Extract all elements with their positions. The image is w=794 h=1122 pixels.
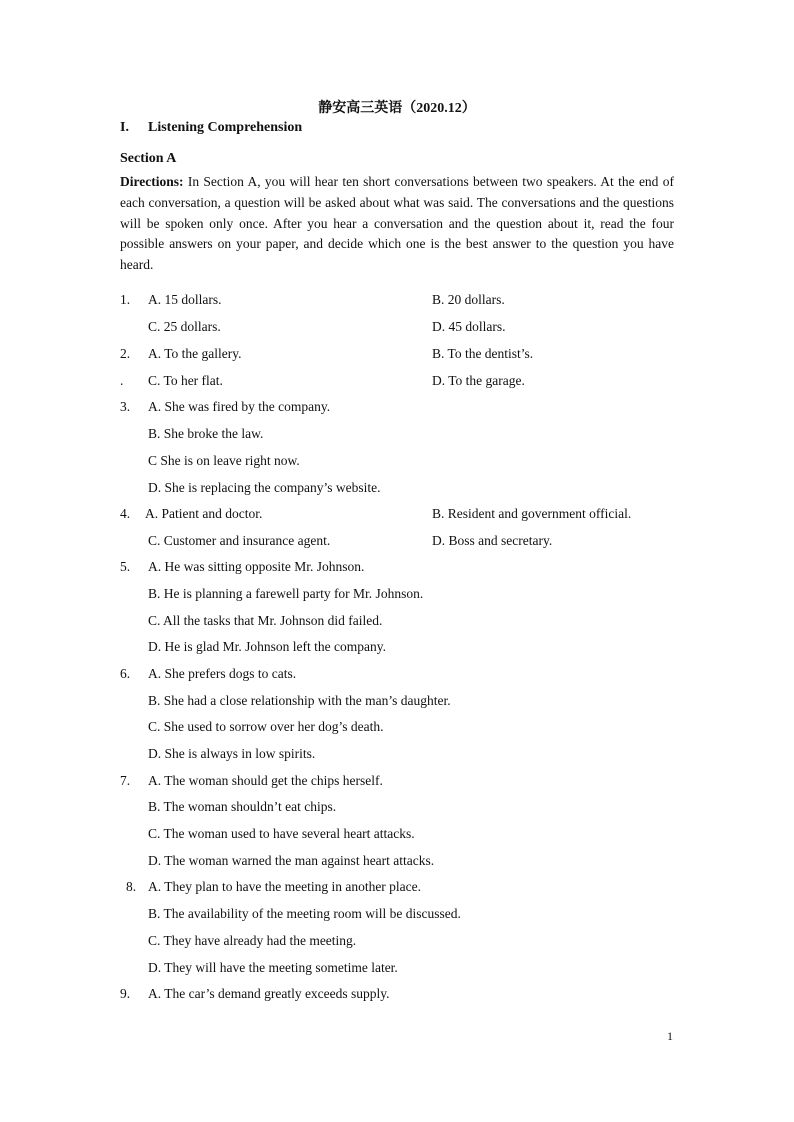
option-d: D. Boss and secretary. <box>432 533 553 548</box>
question-number: 8. <box>126 879 137 894</box>
option-d: D. To the garage. <box>432 373 525 388</box>
option-c: C. They have already had the meeting. <box>148 933 357 948</box>
option-d: D. She is replacing the company’s website. <box>148 480 381 495</box>
part-heading <box>120 120 302 136</box>
part-number: I. <box>120 120 129 135</box>
option-a: A. She prefers dogs to cats. <box>148 666 297 681</box>
option-b: B. The availability of the meeting room will be discussed. <box>148 906 461 921</box>
question-number: 2. <box>120 346 131 361</box>
option-a: A. 15 dollars. <box>148 292 222 307</box>
question-number: 5. <box>120 559 131 574</box>
directions-text: In Section A, you will hear ten short conversations between two speakers. At the end of each conversation, a question will be asked about what was said. The conversations and the questions will be spoken only once. After you hear a conversation and the question about it, read the four possible answers on your paper, and decide which one is the best answer to the question you have heard. <box>120 174 674 273</box>
option-d: D. She is always in low spirits. <box>148 746 316 761</box>
option-a: A. The car’s demand greatly exceeds supply. <box>148 986 390 1001</box>
option-d: D. He is glad Mr. Johnson left the company. <box>148 639 386 654</box>
option-a: A. He was sitting opposite Mr. Johnson. <box>148 559 365 574</box>
part-label: Listening Comprehension <box>148 120 303 135</box>
option-c: C. To her flat. <box>148 373 223 388</box>
question-number: 7. <box>120 773 131 788</box>
option-b: B. Resident and government official. <box>432 506 632 521</box>
option-b: B. 20 dollars. <box>432 292 505 307</box>
stray-mark: . <box>120 373 124 388</box>
option-c: C She is on leave right now. <box>148 453 300 468</box>
question-number: 3. <box>120 399 131 414</box>
option-c: C. 25 dollars. <box>148 319 221 334</box>
option-c: C. She used to sorrow over her dog’s death. <box>148 719 384 734</box>
option-d: D. They will have the meeting sometime later. <box>148 960 398 975</box>
question-number: 6. <box>120 666 131 681</box>
question-number: 1. <box>120 292 131 307</box>
option-a: A. Patient and doctor. <box>145 506 263 521</box>
page-number: 1 <box>667 1029 673 1043</box>
option-d: D. 45 dollars. <box>432 319 506 334</box>
option-a: A. The woman should get the chips herself. <box>148 773 383 788</box>
option-c: C. Customer and insurance agent. <box>148 533 331 548</box>
question-number: 9. <box>120 986 131 1001</box>
option-a: A. To the gallery. <box>148 346 242 361</box>
section-heading: Section A <box>120 151 177 166</box>
option-b: B. She broke the law. <box>148 426 264 441</box>
option-d: D. The woman warned the man against heart attacks. <box>148 853 435 868</box>
option-c: C. All the tasks that Mr. Johnson did failed. <box>148 613 383 628</box>
option-b: B. To the dentist’s. <box>432 346 534 361</box>
question-number: 4. <box>120 506 131 521</box>
option-b: B. The woman shouldn’t eat chips. <box>148 799 337 814</box>
option-b: B. He is planning a farewell party for Mr. Johnson. <box>148 586 424 601</box>
page-title: 静安高三英语（2020.12） <box>318 101 476 116</box>
directions-label: Directions: <box>120 174 184 189</box>
option-c: C. The woman used to have several heart attacks. <box>148 826 415 841</box>
option-a: A. They plan to have the meeting in another place. <box>148 879 422 894</box>
directions-paragraph <box>120 172 674 276</box>
option-b: B. She had a close relationship with the man’s daughter. <box>148 693 451 708</box>
option-a: A. She was fired by the company. <box>148 399 331 414</box>
